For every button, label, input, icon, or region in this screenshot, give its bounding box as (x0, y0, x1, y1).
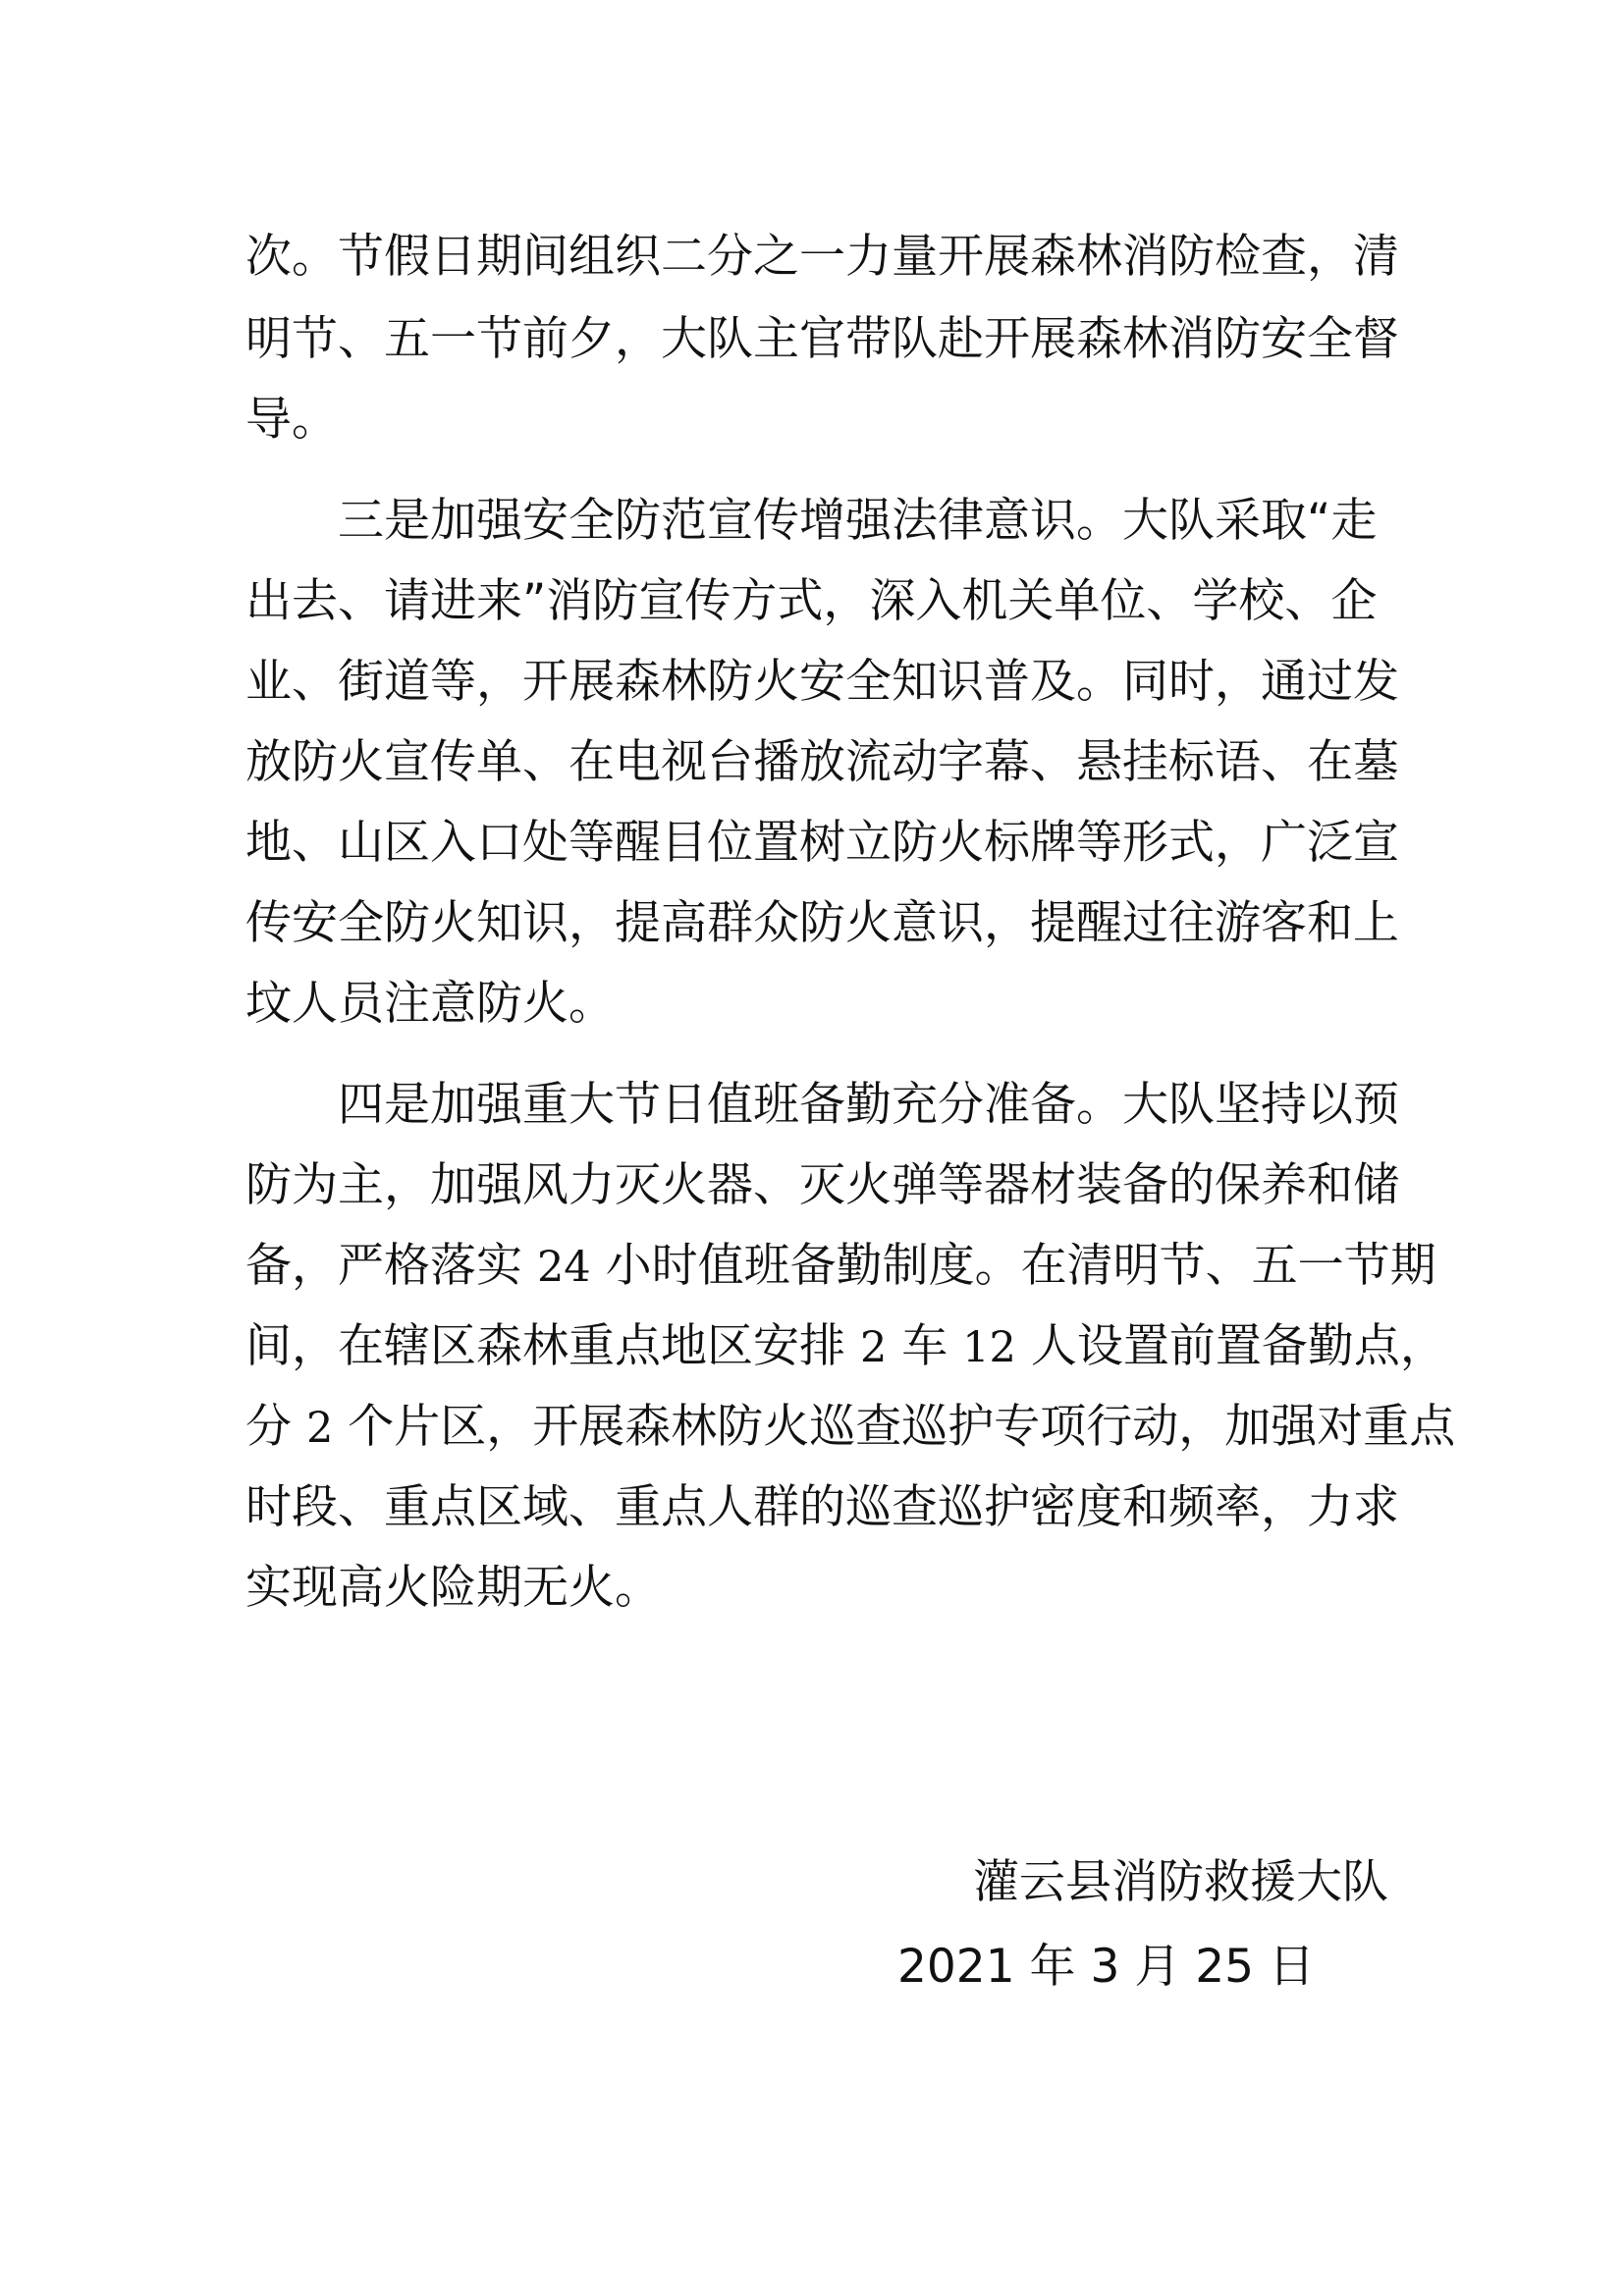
text-segment: 个片区，开展森林防火巡查巡护专项行动，加强对重点 (333, 1400, 1456, 1454)
body-line-12: 防为主，加强风力灭火器、灭火弹等器材装备的保养和储 (245, 1158, 1399, 1212)
text-segment: 车 (887, 1319, 963, 1373)
body-line-13 (245, 1237, 1436, 1297)
paragraph-four-first-line: 四是加强重大节日值班备勤充分准备。大队坚持以预 (338, 1078, 1399, 1132)
text-segment: 备，严格落实 (245, 1239, 537, 1293)
number-24: 24 (536, 1243, 591, 1292)
body-line-16: 时段、重点区域、重点人群的巡查巡护密度和频率，力求 (245, 1480, 1399, 1534)
body-line-15 (245, 1398, 1455, 1458)
number-12-people: 12 (962, 1323, 1016, 1372)
text-segment: 间，在辖区森林重点地区安排 (245, 1319, 860, 1373)
body-line-8: 地、山区入口处等醒目位置树立防火标牌等形式，广泛宣 (245, 816, 1399, 870)
signature-date: 2021 年 3 月 25 日 (897, 1940, 1316, 1994)
body-line-5: 出去、请进来”消防宣传方式，深入机关单位、学校、企 (245, 574, 1378, 628)
text-segment: 分 (245, 1400, 306, 1454)
number-2-areas: 2 (305, 1404, 334, 1453)
body-line-14 (245, 1317, 1446, 1377)
body-line-9: 传安全防火知识，提高群众防火意识，提醒过往游客和上 (245, 896, 1399, 950)
text-segment: 小时值班备勤制度。在清明节、五一节期 (590, 1239, 1436, 1293)
body-line-3: 导。 (245, 393, 338, 447)
text-segment: 人设置前置备勤点， (1015, 1319, 1446, 1373)
body-line-6: 业、街道等，开展森林防火安全知识普及。同时，通过发 (245, 655, 1399, 709)
body-line-17: 实现高火险期无火。 (245, 1561, 661, 1615)
signature-organization: 灌云县消防救援大队 (973, 1855, 1388, 1909)
number-2-vehicles: 2 (859, 1323, 888, 1372)
body-line-7: 放防火宣传单、在电视台播放流动字幕、悬挂标语、在墓 (245, 735, 1399, 789)
body-line-2: 明节、五一节前夕，大队主官带队赴开展森林消防安全督 (245, 312, 1399, 366)
paragraph-three-first-line: 三是加强安全防范宣传增强法律意识。大队采取“走 (338, 494, 1378, 548)
body-line-10: 坟人员注意防火。 (245, 977, 615, 1031)
body-line-1: 次。节假日期间组织二分之一力量开展森林消防检查，清 (245, 230, 1399, 284)
